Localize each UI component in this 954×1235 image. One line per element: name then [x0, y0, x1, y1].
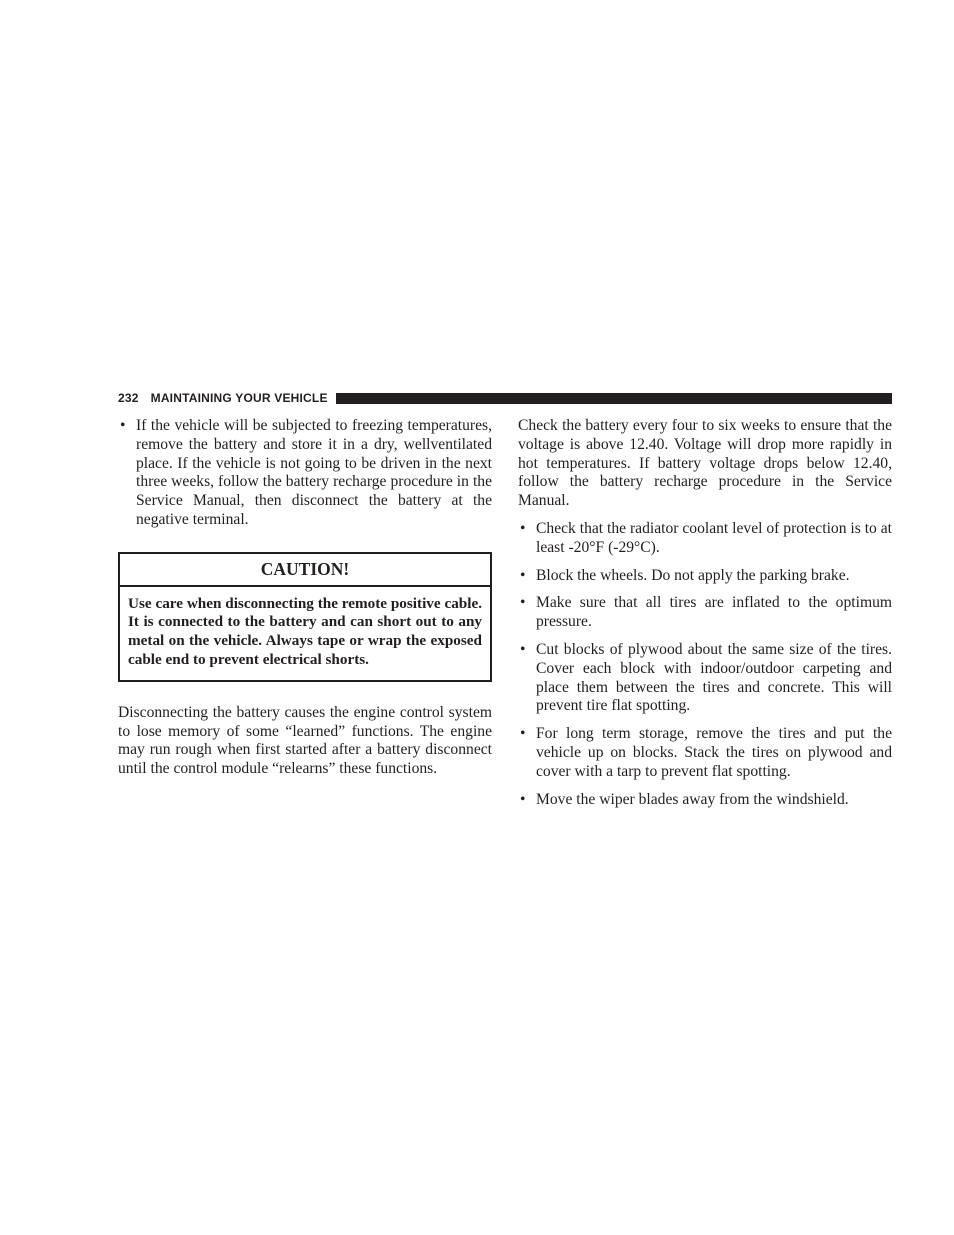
- section-title: MAINTAINING YOUR VEHICLE: [150, 391, 328, 405]
- list-item: [518, 567, 892, 586]
- list-item: [118, 417, 492, 530]
- page-number: 232: [118, 391, 139, 405]
- bullet-text: For long term storage, remove the tires and put the vehicle up on blocks. Stack the tires on plywood and cover with a tarp to prevent flat spotting.: [536, 725, 892, 780]
- caution-body: Use care when disconnecting the remote positive cable. It is connected to the battery and can short out to any metal on the vehicle. Always tape or wrap the exposed cable end to prevent electrical shorts.: [128, 594, 482, 668]
- bullet-text: Check that the radiator coolant level of protection is to at least -20°F (-29°C).: [536, 519, 892, 556]
- right-column: [518, 417, 892, 818]
- list-item: [518, 520, 892, 558]
- bullet-text: Cut blocks of plywood about the same size of the tires. Cover each block with indoor/outdoor carpeting and place them between the tires and concrete. This will prevent tire flat spotting.: [536, 640, 892, 715]
- bullet-text: Make sure that all tires are inflated to the optimum pressure.: [536, 594, 892, 631]
- bullet-text: Block the wheels. Do not apply the parking brake.: [536, 566, 850, 584]
- bullet-marker: •: [520, 566, 526, 584]
- body-paragraph: Disconnecting the battery causes the engine control system to lose memory of some “learned” functions. The engine may run rough when first started after a battery disconnect until the control module “relearns” these functions.: [118, 703, 492, 778]
- list-item: [518, 594, 892, 632]
- caution-title: CAUTION!: [120, 554, 490, 587]
- list-item: [518, 641, 892, 716]
- left-column: [118, 417, 492, 788]
- body-paragraph: Check the battery every four to six weeks to ensure that the voltage is above 12.40. Voltage will drop more rapidly in hot temperatures. If battery voltage drops below 12.40, follow the battery recharge procedure in the Service Manual.: [518, 417, 892, 510]
- bullet-marker: •: [520, 640, 526, 658]
- bullet-marker: •: [520, 594, 526, 612]
- bullet-text: If the vehicle will be subjected to freezing temperatures, remove the battery and store it in a dry, wellventilated place. If the vehicle is not going to be driven in the next three weeks, follow the battery recharge procedure in the Service Manual, then disconnect the battery at the negative terminal.: [136, 417, 492, 528]
- list-item: [518, 791, 892, 810]
- bullet-marker: •: [520, 790, 526, 808]
- bullet-marker: •: [520, 519, 526, 537]
- caution-box: [118, 552, 492, 682]
- list-item: [518, 725, 892, 781]
- header-rule: [336, 393, 892, 404]
- bullet-marker: •: [520, 725, 526, 743]
- bullet-text: Move the wiper blades away from the windshield.: [536, 790, 849, 808]
- bullet-marker: •: [120, 417, 126, 434]
- page-header: [118, 390, 892, 406]
